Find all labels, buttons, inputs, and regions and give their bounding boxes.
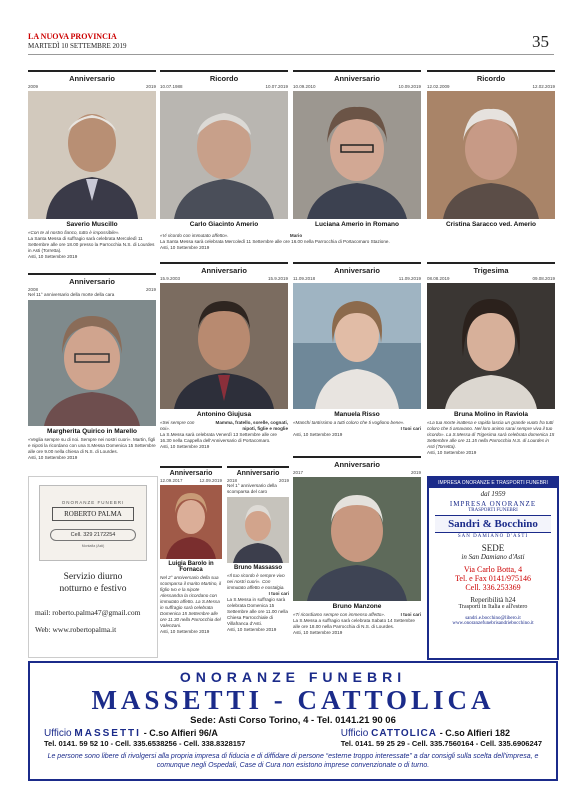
rule bbox=[293, 262, 421, 264]
notice-giacinto bbox=[160, 70, 288, 228]
deceased-name: Cristina Saracco ved. Amerio bbox=[445, 221, 537, 228]
office-label: Ufficio bbox=[340, 728, 369, 739]
date-to: 12.02.2019 bbox=[532, 84, 555, 89]
date-from: 08.08.2019 bbox=[427, 276, 450, 281]
notice-title: Ricordo bbox=[476, 74, 506, 83]
sandri-sede: SEDE bbox=[481, 543, 505, 553]
notice-title: Anniversario bbox=[236, 470, 280, 477]
notice-quote: «Con te al nostro fianco, tutto è impossibile». bbox=[28, 230, 120, 235]
notice-title: Anniversario bbox=[69, 74, 115, 83]
notice-text: Nel 2° anniversario della sua scomparsa il marito Martino, il figlio Ivo e la nipote Alessandra la ricordano con immutato affetto. La S.Messa in suffragio sarà celebrata Domenica 15 Settembre alle ore 11.30 nella Parrocchia del Valenzani. bbox=[160, 575, 222, 628]
office-cattolica bbox=[341, 728, 542, 748]
header-divider bbox=[28, 54, 554, 55]
notice-text: La S.Messa sarà celebrata Venerdì 13 Settembre alle ore 16.30 nella Cappella dell'Anniversario di Portacomaro. bbox=[160, 432, 277, 443]
office-label: Ufficio bbox=[44, 728, 72, 739]
date-to: 2019 bbox=[145, 287, 156, 292]
sandri-rep: Reperibilità h24 bbox=[470, 596, 516, 604]
date-to: 2019 bbox=[410, 470, 421, 475]
notice-place: Asti, 10 Settembre 2019 bbox=[160, 245, 210, 250]
notice-muscillo bbox=[28, 70, 156, 260]
deceased-name: Saverio Muscillo bbox=[66, 221, 118, 228]
notice-signature: I tuoi cari bbox=[268, 591, 289, 596]
notice-text: «Veglia sempre su di noi. Sempre nei nostri cuori». Martin, figli e nipoti la ricordano con una S.Messa Domenica 15 Settembre alle ore 9.00 nella chiesa di N.S. di Lourdes. bbox=[28, 437, 156, 454]
palma-location: Montafia (Asti) bbox=[81, 544, 105, 548]
notice-title: Anniversario bbox=[69, 277, 115, 286]
portrait-photo bbox=[293, 91, 421, 219]
notice-text: La S.Messa a suffragio sarà celebrata Sabato 14 Settembre alle ore 18.00 nella Parrocchia di N.S. di Lourdes. bbox=[293, 618, 415, 629]
notice-title: Anniversario bbox=[201, 266, 247, 275]
notice-text: «La tua morte inattesa e rapida lascia un grande vuoto fra tutti coloro che ti amavano. Nel loro animo sarai sempre viva il tuo ricordo». La S.Messa di Trigesima sarà celebrata domenica 15 Settembre alle ore 11.15 nella Parrocchia N.S. di Lourdes in Asti (Torretta). bbox=[427, 420, 555, 449]
office-address: - C.so Alfieri 96/A bbox=[143, 728, 218, 738]
portrait-photo bbox=[427, 91, 555, 219]
notice-molino bbox=[427, 262, 555, 456]
sandri-arc-text-2: TRASPORTI FUNEBRI bbox=[468, 508, 518, 513]
date-from: 10.07.1988 bbox=[160, 84, 183, 89]
notice-title: Ricordo bbox=[209, 74, 239, 83]
rule bbox=[28, 70, 156, 72]
notice-massasso bbox=[227, 466, 289, 633]
portrait-photo bbox=[28, 91, 156, 219]
rule bbox=[160, 262, 288, 264]
palma-email[interactable]: mail: roberto.palma47@gmail.com bbox=[35, 608, 141, 617]
date-from: 2018 bbox=[227, 478, 238, 483]
portrait-photo bbox=[160, 485, 222, 559]
notice-signature: I tuoi cari bbox=[400, 612, 421, 617]
palma-logo-card bbox=[39, 485, 147, 561]
palma-brand: ROBERTO PALMA bbox=[52, 507, 134, 521]
date-to: 09.08.2019 bbox=[532, 276, 555, 281]
date-from: 10.09.2010 bbox=[293, 84, 316, 89]
sandri-website[interactable]: www.onoranzefunebrisandriebocchino.it bbox=[452, 621, 534, 626]
portrait-photo bbox=[160, 91, 288, 219]
deceased-name: Antonino Giujusa bbox=[196, 411, 252, 418]
notice-manzone bbox=[293, 456, 421, 636]
notice-quote: «Manchi tantissimo a tutti coloro che ti vogliono bene». bbox=[293, 420, 405, 425]
portrait-photo bbox=[293, 477, 421, 601]
notice-quote: «Sei sempre con noi». bbox=[160, 420, 195, 431]
sandri-location: SAN DAMIANO D'ASTI bbox=[457, 534, 529, 539]
palma-service-line2: notturno e festivo bbox=[59, 584, 127, 594]
publication-date: MARTEDÌ 10 SETTEMBRE 2019 bbox=[28, 42, 127, 50]
portrait-photo bbox=[427, 283, 555, 409]
notice-place: Asti, 10 Settembre 2019 bbox=[427, 450, 477, 455]
date-to: 2019 bbox=[145, 84, 156, 89]
sandri-brand: Sandri & Bocchino bbox=[435, 515, 551, 533]
office-phones: Tel. 0141. 59 25 29 - Cell. 335.7560164 - Cell. 335.6906247 bbox=[340, 739, 542, 748]
notice-quote: «Vi ricordo con immutato affetto». bbox=[160, 233, 229, 238]
banner-disclaimer: Le persone sono libere di rivolgersi alla propria impresa di fiducia e di diffidare di persone “esterne troppo interessate” a dar consigli sulla scelta dell'impresa, e comunque negli Ospedali, Case di Cura non esistono imprese convenzionate o di turno. bbox=[47, 753, 539, 769]
date-from: 2008 bbox=[28, 287, 39, 292]
date-to: 12.09.2019 bbox=[199, 478, 222, 483]
banner-title: ONORANZE FUNEBRI bbox=[179, 669, 407, 685]
portrait-photo bbox=[28, 300, 156, 426]
notice-risso bbox=[293, 262, 421, 438]
sandri-top-banner: IMPRESA ONORANZE E TRASPORTI FUNEBRI bbox=[429, 478, 557, 488]
date-from: 2017 bbox=[293, 470, 304, 475]
sandri-since: dal 1959 bbox=[480, 490, 506, 498]
notice-subtitle: Nel 11° anniversario della morte della cara bbox=[28, 292, 115, 297]
deceased-name: Bruna Molino in Raviola bbox=[453, 411, 529, 418]
office-phones: Tel. 0141. 59 52 10 - Cell. 335.6538256 - Cell. 338.8328157 bbox=[44, 739, 246, 748]
date-to: 10.07.2019 bbox=[265, 84, 288, 89]
ad-roberto-palma bbox=[28, 476, 158, 658]
notice-place: Asti, 10 Settembre 2019 bbox=[28, 254, 78, 259]
notice-text: La Santa Messa sarà celebrata Mercoledì 11 Settembre alle ore 16.00 nella Parrocchia di Portacomaro Stazione. bbox=[160, 239, 390, 244]
rule bbox=[427, 262, 555, 264]
notice-luciana bbox=[293, 70, 421, 228]
palma-website[interactable]: Web: www.robertopalma.it bbox=[35, 625, 117, 634]
notice-place: Asti, 10 Settembre 2019 bbox=[293, 432, 343, 437]
rule bbox=[293, 456, 421, 458]
office-name: MASSETTI bbox=[74, 728, 141, 739]
palma-small-label: ONORANZE FUNEBRI bbox=[61, 500, 125, 505]
sandri-cell: Cell. 336.253369 bbox=[465, 583, 521, 592]
portrait-photo bbox=[293, 283, 421, 409]
notice-giacinto-text bbox=[160, 233, 423, 251]
notice-quirico bbox=[28, 273, 156, 461]
notice-text: La Santa Messa di suffragio sarà celebrata Mercoledì 11 Settembre alle ore 18.00 presso la Parrocchia N.S. di Lourdes in Asti (Torretta). bbox=[28, 236, 155, 253]
sandri-address: Via Carlo Botta, 4 bbox=[463, 565, 523, 574]
sandri-rep-2: Trasporti in Italia e all'estero bbox=[458, 604, 528, 610]
ad-massetti-cattolica bbox=[28, 661, 558, 781]
date-to: 10.09.2019 bbox=[398, 84, 421, 89]
notice-barolo bbox=[160, 466, 222, 635]
deceased-name: Manuela Risso bbox=[334, 411, 380, 418]
deceased-name: Margherita Quirico in Marello bbox=[47, 428, 137, 435]
date-to: 11.09.2019 bbox=[398, 276, 421, 281]
notice-place: Asti, 10 Settembre 2019 bbox=[28, 455, 78, 460]
ad-sandri-bocchino bbox=[427, 476, 559, 660]
notice-place: Asti, 10 Settembre 2019 bbox=[160, 444, 210, 449]
deceased-name: Carlo Giacinto Amerio bbox=[189, 221, 259, 228]
page-number: 35 bbox=[532, 32, 549, 51]
portrait-photo bbox=[160, 283, 288, 409]
rule bbox=[293, 70, 421, 72]
publication-name: LA NUOVA PROVINCIA bbox=[28, 32, 117, 41]
notice-place: Asti, 10 Settembre 2019 bbox=[160, 629, 210, 634]
notice-title: Anniversario bbox=[169, 470, 213, 477]
rule bbox=[427, 70, 555, 72]
date-from: 15.9.2003 bbox=[160, 276, 181, 281]
notice-title: Anniversario bbox=[334, 460, 380, 469]
portrait-photo bbox=[227, 497, 289, 563]
deceased-name: Luigia Barolo in Fornaca bbox=[168, 561, 214, 573]
date-to: 2019 bbox=[278, 478, 289, 483]
sandri-sede-2: in San Damiano d'Asti bbox=[461, 553, 525, 561]
notice-signature: I tuoi cari bbox=[400, 426, 421, 431]
sandri-arc-text: IMPRESA ONORANZE bbox=[449, 500, 537, 508]
date-from: 2009 bbox=[28, 84, 39, 89]
date-from: 12.02.2009 bbox=[427, 84, 450, 89]
office-address: - C.so Alfieri 182 bbox=[439, 728, 510, 738]
notice-subtitle: Nel 1° anniversario della scomparsa del caro bbox=[227, 483, 277, 494]
rule bbox=[160, 466, 222, 468]
deceased-name: Bruno Massasso bbox=[233, 565, 282, 571]
notice-text: «Il tuo ricordo è sempre vivo nei nostri cuori». Con immutato affetto e nostalgia. bbox=[227, 573, 285, 590]
palma-cell: Cell. 329 2172254 bbox=[50, 529, 136, 541]
notice-place: Asti, 10 Settembre 2019 bbox=[227, 627, 277, 632]
office-massetti bbox=[44, 728, 245, 748]
notice-place: Asti, 10 Settembre 2019 bbox=[293, 630, 343, 635]
palma-service-line1: Servizio diurno bbox=[63, 572, 123, 582]
notice-text-2: La S.Messa in suffragio sarà celebrata Domenica 15 Settembre alle ore 11.00 nella Chiesa Parrocchiale di Villafranca d'Asti. bbox=[227, 597, 288, 626]
banner-brand: MASSETTI - CATTOLICA bbox=[91, 685, 495, 715]
notice-giujusa bbox=[160, 262, 288, 450]
date-to: 15.9.2019 bbox=[267, 276, 288, 281]
notice-title: Anniversario bbox=[334, 74, 380, 83]
rule bbox=[227, 466, 289, 468]
deceased-name: Bruno Manzone bbox=[332, 603, 382, 610]
rule bbox=[160, 70, 288, 72]
date-from: 11.09.2018 bbox=[293, 276, 316, 281]
date-from: 12.09.2017 bbox=[160, 478, 183, 483]
banner-sede: Sede: Asti Corso Torino, 4 - Tel. 0141.21 90 06 bbox=[190, 715, 396, 726]
rule bbox=[28, 273, 156, 275]
office-name: CATTOLICA bbox=[371, 728, 437, 739]
sandri-email[interactable]: sandri.e.bocchino@libero.it bbox=[465, 616, 521, 621]
sandri-tel: Tel. e Fax 0141/975146 bbox=[455, 574, 531, 583]
notice-signature: Mamma, fratello, sorelle, cognati, nipoti, figlie e moglie bbox=[215, 420, 288, 431]
notice-signature: Mario bbox=[289, 233, 303, 238]
notice-title: Trigesima bbox=[473, 266, 509, 275]
deceased-name: Luciana Amerio in Romano bbox=[315, 221, 399, 228]
notice-saracco bbox=[427, 70, 555, 228]
notice-quote: «Ti ricordiamo sempre con immenso affetto». bbox=[293, 612, 386, 617]
notice-title: Anniversario bbox=[334, 266, 380, 275]
